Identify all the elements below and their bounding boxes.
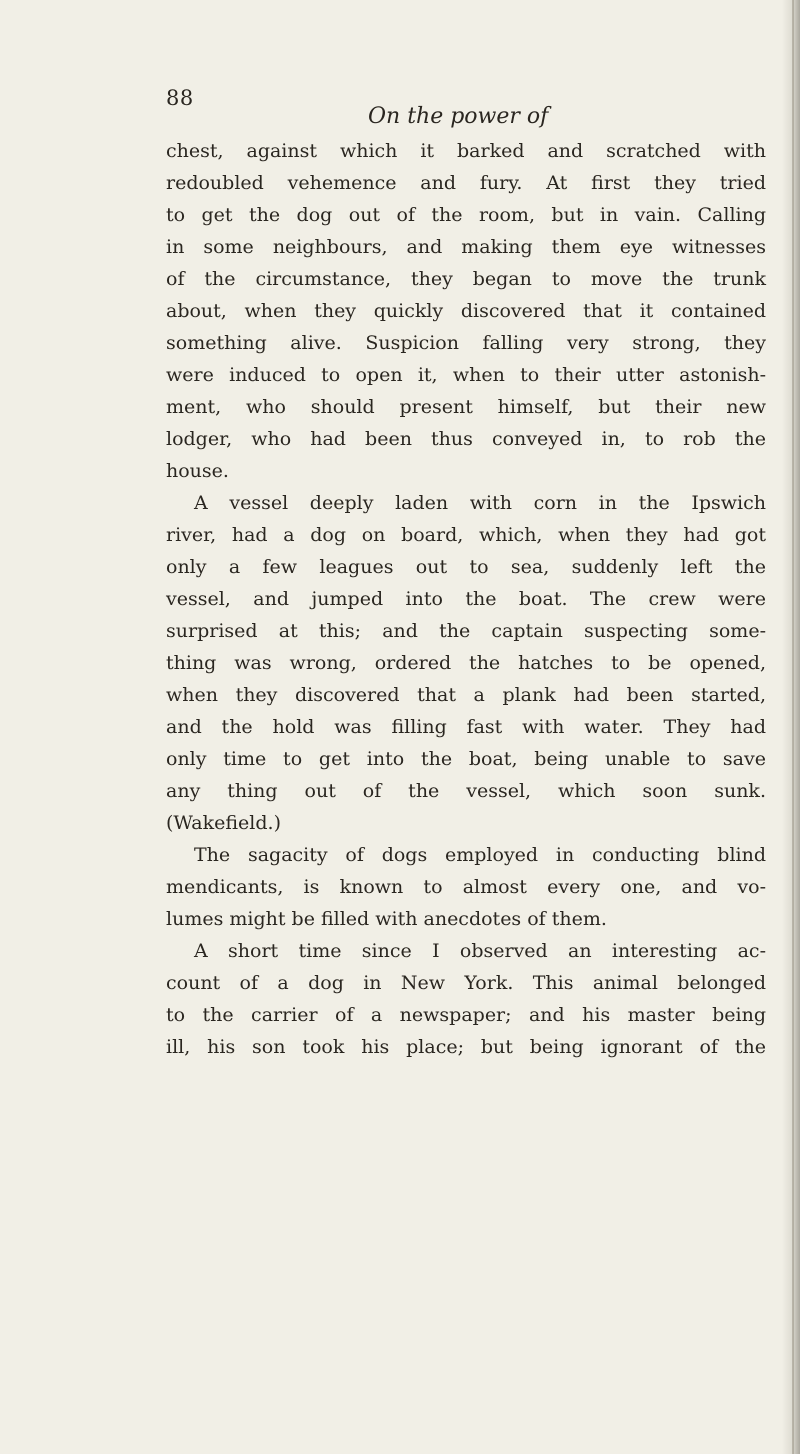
page-edge-line: [792, 0, 794, 1454]
text-line: were induced to open it, when to their utter astonish-: [166, 364, 766, 386]
running-title: On the power of: [368, 104, 549, 129]
text-line: redoubled vehemence and fury. At first they tried: [166, 172, 766, 194]
text-line: house.: [166, 460, 229, 482]
text-line: river, had a dog on board, which, when they had got: [166, 524, 766, 546]
body-text: [166, 135, 766, 1063]
text-line: ill, his son took his place; but being ignorant of the: [166, 1036, 766, 1058]
text-line: vessel, and jumped into the boat. The crew were: [166, 588, 766, 610]
text-line: (Wakefield.): [166, 812, 281, 834]
text-line: mendicants, is known to almost every one, and vo-: [166, 876, 766, 898]
text-line: any thing out of the vessel, which soon sunk.: [166, 780, 766, 802]
text-line: thing was wrong, ordered the hatches to be opened,: [166, 652, 766, 674]
text-line: when they discovered that a plank had been started,: [166, 684, 766, 706]
text-line: only time to get into the boat, being unable to save: [166, 748, 766, 770]
text-line: of the circumstance, they began to move the trunk: [166, 268, 766, 290]
text-line: The sagacity of dogs employed in conducting blind: [194, 844, 766, 866]
text-line: A short time since I observed an interesting ac-: [194, 940, 766, 962]
text-line: to the carrier of a newspaper; and his master being: [166, 1004, 766, 1026]
text-line: chest, against which it barked and scratched with: [166, 140, 766, 162]
text-line: only a few leagues out to sea, suddenly left the: [166, 556, 766, 578]
page-number: 88: [166, 86, 194, 110]
text-line: in some neighbours, and making them eye witnesses: [166, 236, 766, 258]
text-line: lumes might be filled with anecdotes of them.: [166, 908, 607, 930]
text-line: to get the dog out of the room, but in vain. Calling: [166, 204, 766, 226]
text-line: about, when they quickly discovered that it contained: [166, 300, 766, 322]
text-line: count of a dog in New York. This animal belonged: [166, 972, 766, 994]
page-edge-shadow: [782, 0, 800, 1454]
running-head: [0, 86, 800, 129]
text-line: ment, who should present himself, but their new: [166, 396, 766, 418]
text-line: something alive. Suspicion falling very strong, they: [166, 332, 766, 354]
text-line: lodger, who had been thus conveyed in, to rob the: [166, 428, 766, 450]
text-line: surprised at this; and the captain suspecting some-: [166, 620, 766, 642]
text-line: and the hold was filling fast with water. They had: [166, 716, 766, 738]
text-line: A vessel deeply laden with corn in the Ipswich: [194, 492, 766, 514]
